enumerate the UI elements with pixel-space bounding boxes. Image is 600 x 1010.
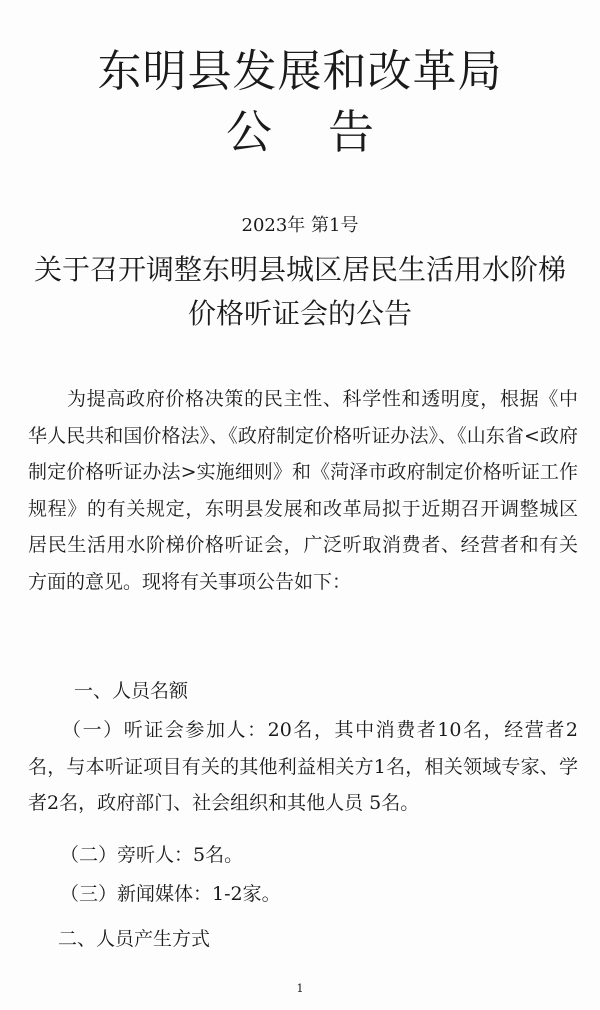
issuing-organization: 东明县发展和改革局 [97, 46, 503, 97]
notice-title: 关于召开调整东明县城区居民生活用水阶梯价格听证会的公告 [33, 253, 566, 330]
list-item-observers: （二）旁听人：5名。 [60, 844, 244, 866]
page-number: 1 [296, 982, 304, 995]
section-heading-personnel-quota: 一、人员名额 [74, 680, 189, 702]
list-item-media: （三）新闻媒体：1-2家。 [60, 883, 281, 905]
document-number: 2023年 第1号 [241, 215, 359, 236]
document-type: 公告 [226, 105, 430, 159]
intro-paragraph: 为提高政府价格决策的民主性、科学性和透明度，根据《中华人民共和国价格法》、《政府制定价格听证办法》、《山东省<政府制定价格听证办法>实施细则》和《菏泽市政府制定价格听证工作规程》的有关规定，东明县发展和改革局拟于近期召开调整城区居民生活用水阶梯价格听证会，广泛听取消费者、经营者和有关方面的意见。现将有关事项公告如下： [28, 388, 578, 593]
list-item-participants: （一）听证会参加人：20名，其中消费者10名，经营者2名，与本听证项目有关的其他利益相关方1名，相关领域专家、学者2名，政府部门、社会组织和其他人员 5名。 [28, 719, 578, 814]
section-heading-selection-method: 二、人员产生方式 [58, 928, 211, 950]
